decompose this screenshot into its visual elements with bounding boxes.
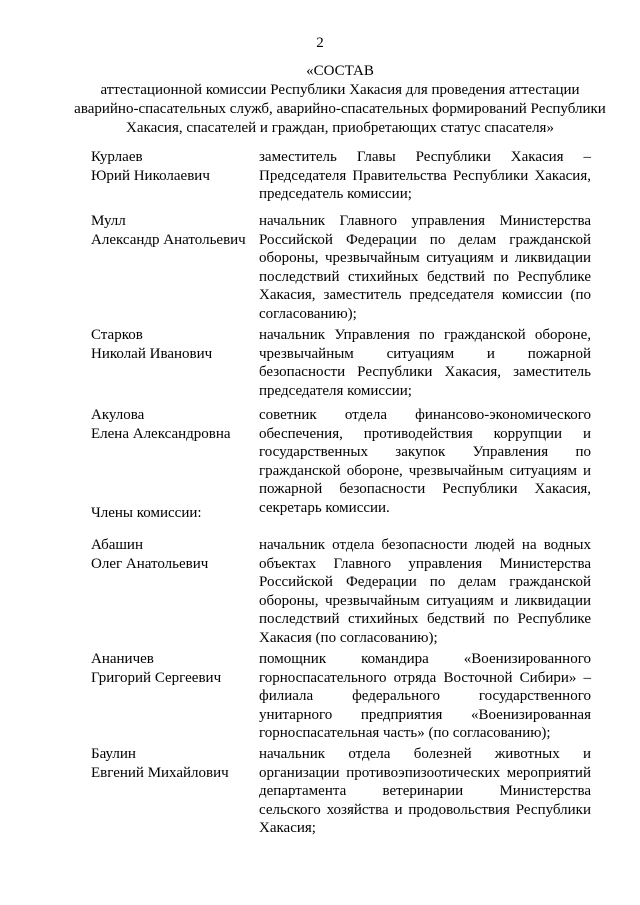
member-given-names: Николай Иванович <box>91 345 213 362</box>
member-role: заместитель Главы Республики Хакасия – Председателя Правительства Республики Хакасия, председатель комиссии; <box>259 149 591 202</box>
members-section-label: Члены комиссии: <box>91 505 202 521</box>
member-name <box>91 212 251 249</box>
member-surname: Курлаев <box>91 149 143 165</box>
title-line-2: аттестационной комиссии Республики Хакасия для проведения аттестации <box>100 82 580 98</box>
member-given-names: Александр Анатольевич <box>91 231 246 248</box>
document-title <box>60 62 620 138</box>
page-number: 2 <box>316 35 324 51</box>
member-name <box>91 406 251 443</box>
member-surname: Ананичев <box>91 651 154 667</box>
member-surname: Мулл <box>91 213 126 229</box>
member-role: начальник отдела болезней животных и организации противоэпизоотических мероприятий департамента ветеринарии Министерства сельского хозяйства и продовольствия Республики Хакасия; <box>259 746 591 836</box>
title-line-4: Хакасия, спасателей и граждан, приобретающих статус спасателя» <box>126 120 554 136</box>
member-name <box>91 326 251 363</box>
member-name <box>91 650 251 687</box>
member-given-names: Елена Александровна <box>91 425 231 442</box>
member-role: советник отдела финансово-экономического обеспечения, противодействия коррупции и государственных закупок Управления по гражданской обороне, чрезвычайным ситуациям и пожарной безопасности Республики Хакасия, секретарь комиссии. <box>259 407 591 516</box>
member-given-names: Юрий Николаевич <box>91 167 210 184</box>
member-name <box>91 745 251 782</box>
member-role: помощник командира «Военизированного горноспасательного отряда Восточной Сибири» – филиала федерального государственного унитарного предприятия «Военизированная горноспасательная часть» (по согласованию); <box>259 651 591 741</box>
member-given-names: Григорий Сергеевич <box>91 669 222 686</box>
member-surname: Акулова <box>91 407 145 423</box>
member-role: начальник Главного управления Министерства Российской Федерации по делам гражданской обороны, чрезвычайным ситуациям и ликвидации последствий стихийных бедствий по Республике Хакасия, заместитель председателя комиссии (по согласованию); <box>259 213 591 322</box>
member-given-names: Олег Анатольевич <box>91 555 209 572</box>
member-surname: Баулин <box>91 746 136 762</box>
member-given-names: Евгений Михайлович <box>91 764 229 781</box>
member-name <box>91 148 251 185</box>
title-line-1: «СОСТАВ <box>306 63 374 79</box>
title-line-3: аварийно-спасательных служб, аварийно-спасательных формирований Республики <box>74 101 606 117</box>
member-surname: Абашин <box>91 537 143 553</box>
member-name <box>91 536 251 573</box>
member-role: начальник Управления по гражданской обороне, чрезвычайным ситуациям и пожарной безопасности Республики Хакасия, заместитель председателя комиссии; <box>259 327 591 399</box>
member-role: начальник отдела безопасности людей на водных объектах Главного управления Министерства Российской Федерации по делам гражданской обороны, чрезвычайным ситуациям и ликвидации последствий стихийных бедствий по Республике Хакасия (по согласованию); <box>259 537 591 646</box>
member-surname: Старков <box>91 327 143 343</box>
